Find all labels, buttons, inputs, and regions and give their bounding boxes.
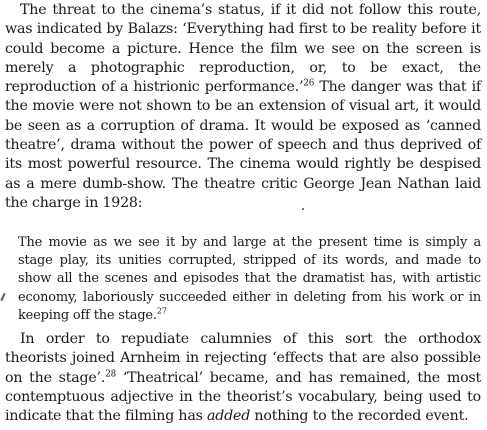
block-quote-nathan xyxy=(18,234,481,325)
paragraph-text-continued: ‘Theatrical’ became, and has remained, the most contemptuous adjective in the theorist’s vocabulary, being used to indicate that the filming has xyxy=(5,369,482,425)
quote-text: The movie as we see it by and large at the present time is simply a stage play, its unities corrupted, stripped of its words, and made to show all the scenes and episodes that the dramatist has, with artistic economy, laboriously succeeded either in deleting from his work or in keeping off the stage. xyxy=(18,235,481,323)
margin-pencil-mark xyxy=(0,293,5,301)
footnote-ref-28: 28 xyxy=(105,368,116,379)
paragraph-text: In order to repudiate calumnies of this sort the orthodox theorists joined Arnheim in rejecting ‘effects that are also possible on the stage’. xyxy=(5,331,481,386)
footnote-ref-27: 27 xyxy=(156,306,167,316)
body-paragraph-theatrical xyxy=(5,330,481,426)
emphasis-added: added xyxy=(207,408,251,425)
paragraph-text: The threat to the cinema’s status, if it did not follow this route, was indicated by Balazs: ‘Everything had first to be reality before it could become a picture. Hence the film we see on the screen is merely a photographic reproduction, or, to be exact, the reproduction of a histrionic performance.’ xyxy=(5,2,481,96)
body-paragraph-balazs xyxy=(5,1,481,213)
paragraph-text-continued: The danger was that if the movie were not shown to be an extension of visual art, it would be seen as a corruption of drama. It would be exposed as ‘canned theatre’, drama without the power of speech and thus deprived of its most powerful resource. The cinema would rightly be despised as a mere dumb-show. The theatre critic George Jean Nathan laid the charge in 1928: xyxy=(5,79,481,211)
margin-dot-mark xyxy=(302,208,304,210)
footnote-ref-26: 26 xyxy=(303,78,315,89)
paragraph-text-end: nothing to the recorded event. xyxy=(250,408,469,425)
